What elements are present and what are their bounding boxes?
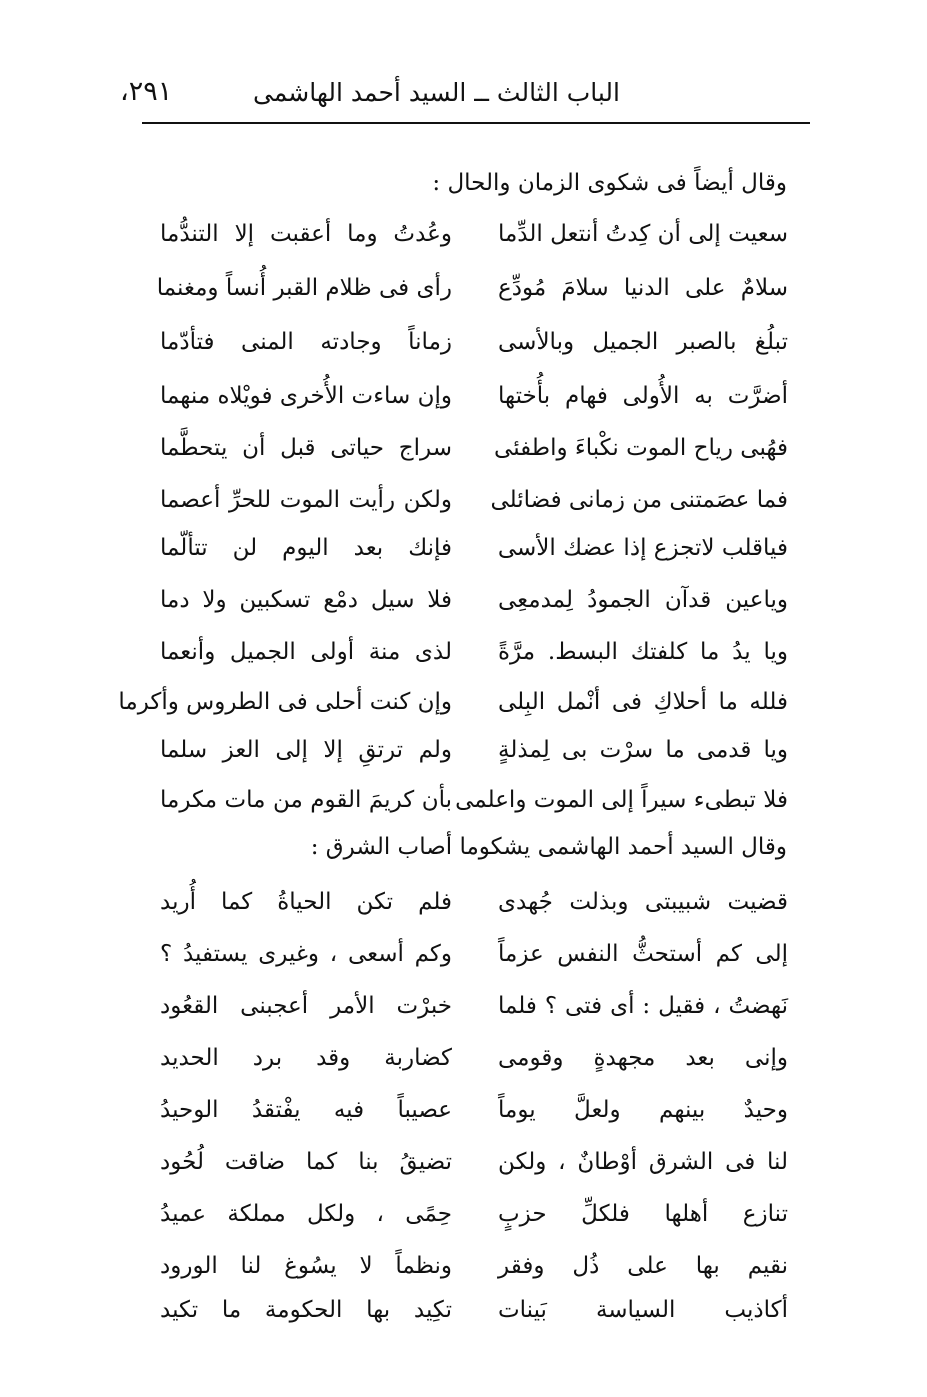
verse-first-hemistich: وحيدٌ بينهم ولعلَّ يوماً	[498, 1097, 788, 1123]
verse-first-hemistich: فهُبى رياح الموت نكْباءَ واطفئى	[494, 435, 788, 461]
verse-first-hemistich: فما عصَمتنى من زمانى فضائلى	[490, 487, 788, 513]
verse-second-hemistich: كضاربة وقد برد الحديد	[160, 1045, 452, 1071]
verse-second-hemistich: فلم تكن الحياةُ كما أُريد	[160, 889, 452, 915]
verse-first-hemistich: قضيت شبيبتى وبذلت جُهدى	[498, 889, 788, 915]
verse-first-hemistich: تبلُغ بالصبر الجميل وبالأسى	[498, 329, 788, 355]
verse-second-hemistich: ولكن رأيت الموت للحرِّ أعصما	[160, 487, 452, 513]
verse-first-hemistich: إلى كم أستحثُّ النفس عزماً	[498, 941, 788, 967]
verse-second-hemistich: لذى منة أولى الجميل وأنعما	[160, 639, 452, 665]
poem2-intro: وقال السيد أحمد الهاشمى يشكوما أصاب الشرق :	[310, 834, 787, 860]
verse-second-hemistich: زماناً وجادته المنى فتأدّما	[160, 329, 452, 355]
page-header	[120, 72, 810, 116]
running-title: الباب الثالث ــ السيد أحمد الهاشمى	[253, 78, 620, 107]
verse-second-hemistich: فلا سيل دمْع تسكبين ولا دما	[160, 587, 452, 613]
verse	[160, 1194, 788, 1250]
verse-second-hemistich: سراج حياتى قبل أن يتحطَّما	[160, 435, 452, 461]
verse	[160, 580, 788, 636]
verse	[160, 322, 788, 378]
verse-first-hemistich: فلله ما أحلاكِ فى أنْمل البِلى	[498, 689, 788, 715]
verse-second-hemistich: فإنك بعد اليوم لن تتألّما	[160, 535, 452, 561]
verse	[160, 428, 788, 484]
verse-first-hemistich: سلامٌ على الدنيا سلامَ مُودِّع	[498, 275, 788, 301]
verse-first-hemistich: فياقلب لاتجزع إذا عضك الأسى	[497, 535, 788, 561]
poem1-intro: وقال أيضاً فى شكوى الزمان والحال :	[432, 170, 787, 196]
verse-first-hemistich: نَهضتُ ، فقيل : أى فتى ؟ فلما	[498, 993, 788, 1019]
verse-first-hemistich: وإنى بعد مجهدةٍ وقومى	[498, 1045, 788, 1071]
verse-first-hemistich: أكاذيب السياسة بَينات	[498, 1297, 788, 1323]
verse	[160, 376, 788, 432]
verse	[160, 730, 788, 786]
verse-second-hemistich: رأى فى ظلام القبر أُنساً ومغنما	[156, 275, 452, 301]
page-number: ٢٩١،	[120, 76, 173, 107]
verse-first-hemistich: ويا يدُ ما كلفتك البسط. مرَّةً	[498, 639, 788, 665]
verse	[160, 1038, 788, 1094]
verse	[160, 986, 788, 1042]
verse-first-hemistich: فلا تبطىء سيراً إلى الموت واعلمى	[455, 787, 788, 813]
verse	[156, 268, 788, 324]
verse	[160, 1290, 788, 1346]
verse-second-hemistich: ونظماً لا يسُوغ لنا الورود	[160, 1253, 452, 1279]
verse-second-hemistich: عصيباً فيه يفْتقدُ الوحيدُ	[160, 1097, 452, 1123]
verse	[160, 882, 788, 938]
verse	[160, 1090, 788, 1146]
verse-first-hemistich: نقيم بها على ذُل وفقر	[498, 1253, 788, 1279]
verse-first-hemistich: تنازع أهلها فلكلِّ حزبٍ	[498, 1201, 788, 1227]
verse	[160, 1142, 788, 1198]
verse	[160, 528, 788, 584]
verse-first-hemistich: لنا فى الشرق أوْطانٌ ، ولكن	[498, 1149, 788, 1175]
verse-second-hemistich: وإن ساءت الأُخرى فويْلاه منهما	[159, 383, 452, 409]
verse	[160, 780, 788, 836]
verse-first-hemistich: أضرَّت به الأُولى فهام بأُختها	[498, 383, 788, 409]
verse-second-hemistich: تضيقُ بنا كما ضاقت لُحُود	[160, 1149, 452, 1175]
verse-second-hemistich: وكم أسعى ، وغيرى يستفيدُ ؟	[160, 941, 452, 967]
verse	[160, 632, 788, 688]
verse-second-hemistich: وإن كنت أحلى فى الطروس وأكرما	[118, 689, 452, 715]
verse-first-hemistich: سعيت إلى أن كِدتُ أنتعل الدِّما	[497, 221, 788, 247]
verse-second-hemistich: ولم ترتقِ إلا إلى العز سلما	[160, 737, 452, 763]
header-rule	[142, 122, 810, 124]
verse-second-hemistich: خبرْت الأمر أعجبنى القعُود	[160, 993, 452, 1019]
verse-first-hemistich: ويا قدمى ما سرْت بى لِمذلةٍ	[498, 737, 788, 763]
verse-second-hemistich: وعُدتُ وما أعقبت إلا التندُّما	[160, 221, 452, 247]
verse-first-hemistich: وياعين قدآن الجمودُ لِمدمعِى	[498, 587, 788, 613]
verse-second-hemistich: بأن كريمَ القوم من مات مكرما	[160, 787, 452, 813]
verse	[160, 934, 788, 990]
verse-second-hemistich: تكِيد بها الحكومة ما تكيد	[160, 1297, 452, 1323]
verse	[160, 214, 788, 270]
verse-second-hemistich: حِمًى ، ولكل مملكة عميدُ	[160, 1201, 452, 1227]
